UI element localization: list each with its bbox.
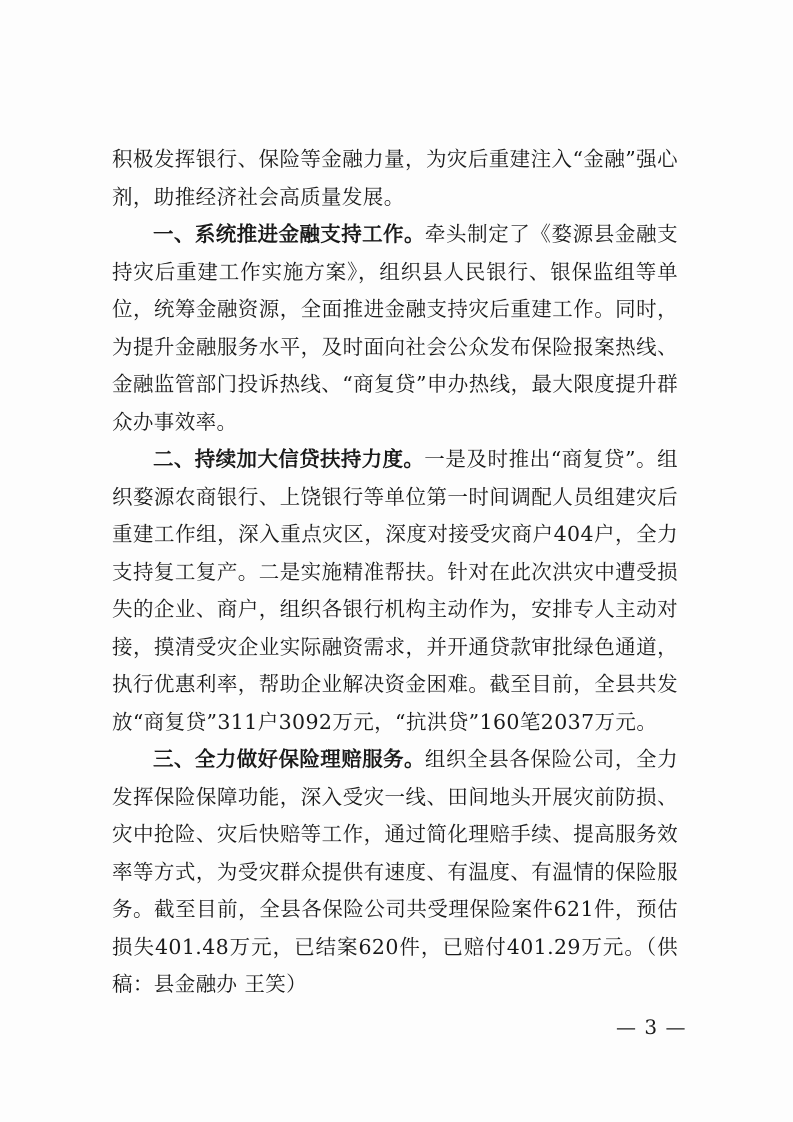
paragraph-section-3 <box>112 741 678 1004</box>
section-2-heading: 二、持续加大信贷扶持力度。 <box>153 447 425 471</box>
section-3-text: 组织全县各保险公司，全力发挥保险保障功能，深入受灾一线、田间地头开展灾前防损、灾中抢险、灾后快赔等工作，通过简化理赔手续、提高服务效率等方式，为受灾群众提供有速度、有温度、有温情的保险服务。截至目前，全县各保险公司共受理保险案件621件，预估损失401.48万元，已结案620件，已赔付401.29万元。（供稿：县金融办 王笑） <box>112 747 678 996</box>
section-3-heading: 三、全力做好保险理赔服务。 <box>153 747 425 771</box>
section-1-heading: 一、系统推进金融支持工作。 <box>153 222 425 246</box>
page-number: — 3 — <box>616 1015 687 1039</box>
document-body <box>112 141 678 1004</box>
paragraph-section-2 <box>112 441 678 741</box>
section-1-text: 牵头制定了《婺源县金融支持灾后重建工作实施方案》，组织县人民银行、银保监组等单位，统筹金融资源，全面推进金融支持灾后重建工作。同时，为提升金融服务水平，及时面向社会公众发布保险报案热线、金融监管部门投诉热线、“商复贷”申办热线，最大限度提升群众办事效率。 <box>112 222 678 434</box>
paragraph-section-1 <box>112 216 678 441</box>
paragraph-intro-text: 积极发挥银行、保险等金融力量，为灾后重建注入“金融”强心剂，助推经济社会高质量发展。 <box>112 147 678 209</box>
section-2-text: 一是及时推出“商复贷”。组织婺源农商银行、上饶银行等单位第一时间调配人员组建灾后重建工作组，深入重点灾区，深度对接受灾商户404户，全力支持复工复产。二是实施精准帮扶。针对在此次洪灾中遭受损失的企业、商户，组织各银行机构主动作为，安排专人主动对接，摸清受灾企业实际融资需求，并开通贷款审批绿色通道，执行优惠利率，帮助企业解决资金困难。截至目前，全县共发放“商复贷”311户3092万元，“抗洪贷”160笔2037万元。 <box>112 447 678 734</box>
paragraph-intro <box>112 141 678 216</box>
